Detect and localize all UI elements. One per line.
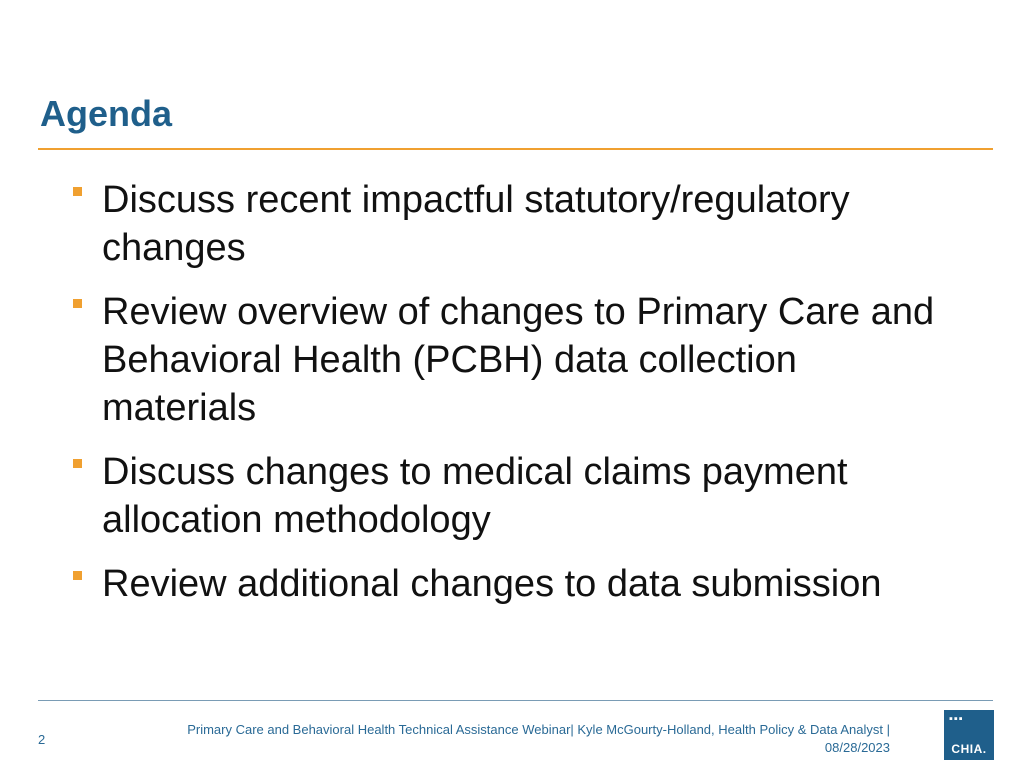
footer-caption [105, 721, 890, 757]
agenda-item-text: Discuss recent impactful statutory/regulatory changes [102, 179, 850, 269]
agenda-item-text: Discuss changes to medical claims payment allocation methodology [102, 451, 848, 541]
footer-line-1: Primary Care and Behavioral Health Technical Assistance Webinar| Kyle McGourty-Holland, Health Policy & Data Analyst | [187, 722, 890, 737]
title-divider [38, 148, 993, 150]
agenda-item-text: Review overview of changes to Primary Care and Behavioral Health (PCBH) data collection materials [102, 291, 935, 429]
agenda-list [70, 176, 950, 624]
square-bullet-icon [73, 299, 82, 308]
agenda-item [70, 448, 950, 544]
agenda-item [70, 560, 950, 608]
chia-logo [944, 710, 994, 760]
logo-dots-icon: ▪▪▪ [949, 713, 964, 725]
page-number: 2 [38, 732, 46, 747]
footer-divider [38, 700, 993, 701]
square-bullet-icon [73, 187, 82, 196]
square-bullet-icon [73, 459, 82, 468]
footer-line-2: 08/28/2023 [824, 740, 890, 755]
agenda-item [70, 288, 950, 432]
agenda-item-text: Review additional changes to data submission [102, 563, 882, 605]
square-bullet-icon [73, 571, 82, 580]
logo-text: CHIA. [951, 742, 987, 756]
agenda-item [70, 176, 950, 272]
slide-title: Agenda [40, 93, 173, 134]
